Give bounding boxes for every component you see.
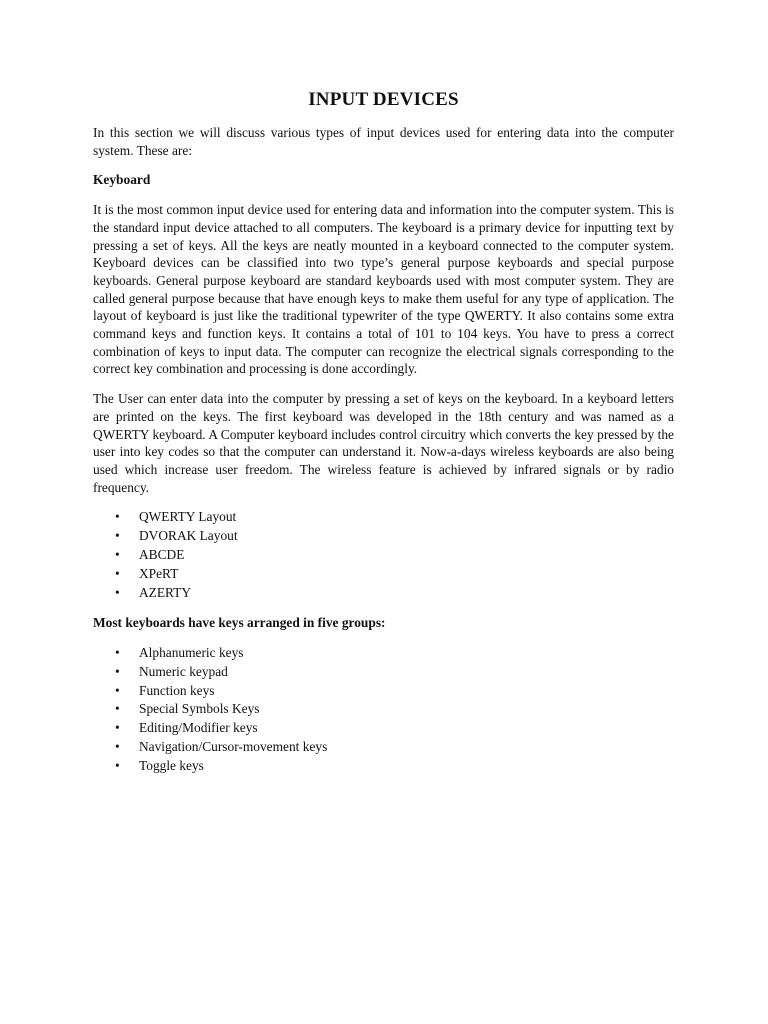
list-item: • Numeric keypad [93, 663, 674, 682]
list-item: • Function keys [93, 682, 674, 701]
list-item: • Special Symbols Keys [93, 700, 674, 719]
intro-paragraph: In this section we will discuss various types of input devices used for entering data into the computer system. These are: [93, 125, 674, 158]
keyboard-heading: Keyboard [93, 172, 151, 188]
list-item: • AZERTY [93, 584, 674, 603]
list-item: • Alphanumeric keys [93, 644, 674, 663]
key-groups-heading: Most keyboards have keys arranged in five groups: [93, 615, 386, 631]
keyboard-paragraph-1: It is the most common input device used for entering data and information into the computer system. This is the standard input device attached to all computers. The keyboard is a primary device for inputting text by pressing a set of keys. All the keys are neatly mounted in a keyboard connected to the computer system. Keyboard devices can be classified into two type’s general purpose keyboards and special purpose keyboards. General purpose keyboard are standard keyboards used with most computer system. They are called general purpose because that have enough keys to make them useful for any type of application. The layout of keyboard is just like the traditional typewriter of the type QWERTY. It also contains some extra command keys and function keys. It contains a total of 101 to 104 keys. You have to press a correct combination of keys to input data. The computer can recognize the electrical signals corresponding to the correct key combination and processing is done accordingly. [93, 202, 674, 377]
keyboard-paragraph-2: The User can enter data into the computer by pressing a set of keys on the keyboard. In a keyboard letters are printed on the keys. The first keyboard was developed in the 18th century and was named as a QWERTY keyboard. A Computer keyboard includes control circuitry which converts the key pressed by the user into key codes so that the computer can understand it. Now-a-days wireless keyboards are also being used which increase user freedom. The wireless feature is achieved by infrared signals or by radio frequency. [93, 391, 674, 495]
list-item: • ABCDE [93, 546, 674, 565]
list-item: • QWERTY Layout [93, 508, 674, 527]
page-title: INPUT DEVICES [308, 89, 459, 110]
list-item: • Editing/Modifier keys [93, 719, 674, 738]
list-item: • Navigation/Cursor-movement keys [93, 738, 674, 757]
document-page [93, 88, 674, 788]
list-item: • Toggle keys [93, 757, 674, 776]
list-item: • XPeRT [93, 565, 674, 584]
list-item: • DVORAK Layout [93, 527, 674, 546]
keyboard-layouts-list [93, 508, 674, 602]
key-groups-list [93, 644, 674, 776]
